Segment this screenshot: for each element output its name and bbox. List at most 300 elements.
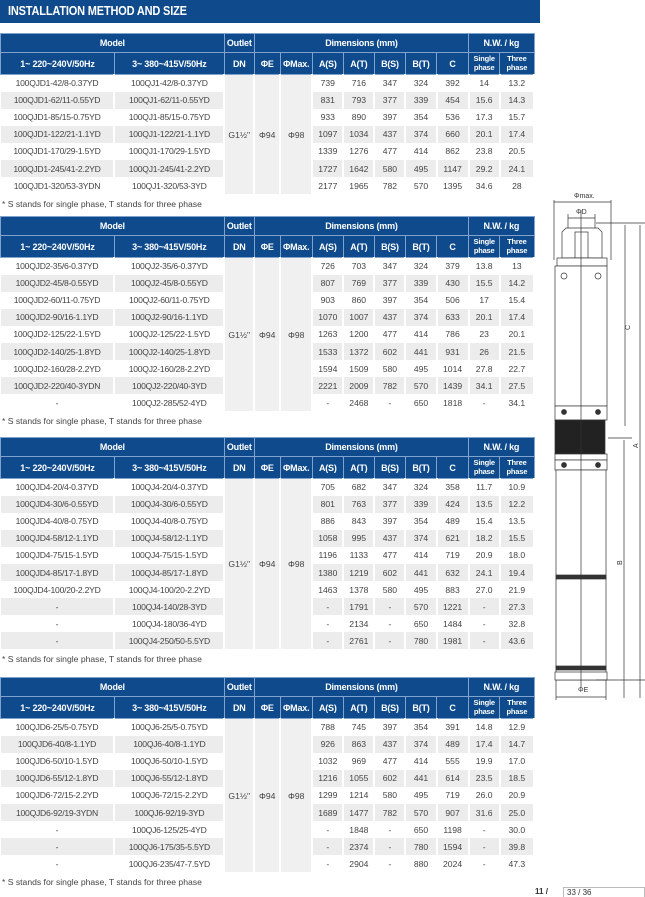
bolt-motor-right <box>596 463 601 468</box>
b-t-value: 354 <box>405 109 436 126</box>
a-t-value: 2904 <box>343 855 374 872</box>
c-value: 536 <box>437 109 469 126</box>
model-single-phase: 100QJD6-50/10-1.5YD <box>1 753 115 770</box>
header-net-weight: N.W. / kg <box>469 678 534 697</box>
c-value: 786 <box>437 326 469 343</box>
b-t-value: 324 <box>405 75 436 92</box>
b-s-value: 782 <box>374 177 405 194</box>
header-a-t: A(T) <box>343 697 374 719</box>
c-value: 621 <box>437 530 469 547</box>
pump-dimension-diagram <box>540 180 645 700</box>
header-model: Model <box>1 217 225 236</box>
header-dimensions: Dimensions (mm) <box>254 438 468 457</box>
label-phid: ΦD <box>576 209 587 216</box>
a-t-value: 860 <box>343 292 374 309</box>
c-value: 358 <box>437 479 469 496</box>
a-s-value: 1196 <box>312 547 343 564</box>
c-value: 2024 <box>437 855 469 872</box>
b-t-value: 441 <box>405 343 436 360</box>
a-t-value: 2374 <box>343 838 374 855</box>
c-value: 1395 <box>437 177 469 194</box>
c-value: 632 <box>437 564 469 581</box>
model-single-phase: 100QJD1-320/53-3YDN <box>1 177 115 194</box>
model-single-phase: 100QJD2-220/40-3YDN <box>1 377 115 394</box>
table-row <box>1 719 535 736</box>
b-s-value: 580 <box>374 787 405 804</box>
c-value: 506 <box>437 292 469 309</box>
b-s-value: 347 <box>374 479 405 496</box>
nw-single-value: 34.6 <box>469 177 500 194</box>
a-s-value: 831 <box>312 92 343 109</box>
model-three-phase: 100QJ2-45/8-0.55YD <box>114 275 224 292</box>
phase-footnote: * S stands for single phase, T stands for three phase <box>2 654 202 664</box>
nw-three-value: 14.3 <box>500 92 534 109</box>
a-t-value: 2134 <box>343 615 374 632</box>
nw-single-value: 15.6 <box>469 92 500 109</box>
nw-single-value: 20.1 <box>469 126 500 143</box>
a-t-value: 863 <box>343 736 374 753</box>
b-t-value: 339 <box>405 496 436 513</box>
model-three-phase: 100QJ4-140/28-3YD <box>114 598 224 615</box>
nw-single-value: 19.9 <box>469 753 500 770</box>
model-three-phase: 100QJ6-55/12-1.8YD <box>114 770 224 787</box>
b-s-value: 397 <box>374 513 405 530</box>
header-three-phase: Three phase <box>500 457 534 479</box>
outlet-dn: G1½" <box>224 258 254 412</box>
phi-e-value: Φ94 <box>254 479 280 650</box>
header-three-phase: Three phase <box>500 53 534 75</box>
nw-single-value: 14.8 <box>469 719 500 736</box>
model-three-phase: 100QJ1-42/8-0.37YD <box>114 75 224 92</box>
a-s-value: - <box>312 394 343 411</box>
model-single-phase: 100QJD1-85/15-0.75YD <box>1 109 115 126</box>
model-single-phase: 100QJD4-75/15-1.5YD <box>1 547 115 564</box>
b-s-value: - <box>374 632 405 649</box>
nw-three-value: 32.8 <box>500 615 534 632</box>
nw-single-value: 31.6 <box>469 804 500 821</box>
header-phi-max: ΦMax. <box>280 236 312 258</box>
header-three-phase: Three phase <box>500 236 534 258</box>
nw-single-value: 27.8 <box>469 360 500 377</box>
header-three-voltage: 3~ 380~415V/50Hz <box>114 236 224 258</box>
a-t-value: 1214 <box>343 787 374 804</box>
nw-three-value: 20.1 <box>500 326 534 343</box>
spec-table <box>0 33 535 194</box>
b-t-value: 495 <box>405 581 436 598</box>
nw-three-value: 28 <box>500 177 534 194</box>
outlet-collar <box>557 258 607 266</box>
b-s-value: 397 <box>374 109 405 126</box>
b-t-value: 374 <box>405 530 436 547</box>
a-t-value: 2009 <box>343 377 374 394</box>
a-s-value: - <box>312 838 343 855</box>
nw-three-value: 15.7 <box>500 109 534 126</box>
a-t-value: 1642 <box>343 160 374 177</box>
nw-three-value: 34.1 <box>500 394 534 411</box>
model-single-phase: 100QJD1-170/29-1.5YD <box>1 143 115 160</box>
nw-single-value: - <box>469 855 500 872</box>
header-phi-max: ΦMax. <box>280 53 312 75</box>
a-s-value: 2177 <box>312 177 343 194</box>
a-t-value: 682 <box>343 479 374 496</box>
header-c: C <box>437 236 469 258</box>
nw-single-value: 17 <box>469 292 500 309</box>
nw-three-value: 12.2 <box>500 496 534 513</box>
nw-single-value: - <box>469 615 500 632</box>
nw-three-value: 25.0 <box>500 804 534 821</box>
b-t-value: 650 <box>405 821 436 838</box>
a-s-value: 1097 <box>312 126 343 143</box>
spec-table-3 <box>0 437 535 649</box>
nw-three-value: 19.4 <box>500 564 534 581</box>
nw-three-value: 14.2 <box>500 275 534 292</box>
c-value: 424 <box>437 496 469 513</box>
c-value: 883 <box>437 581 469 598</box>
model-single-phase: - <box>1 394 115 411</box>
nw-single-value: 20.9 <box>469 547 500 564</box>
header-phi-e: ΦE <box>254 457 280 479</box>
nw-single-value: - <box>469 838 500 855</box>
a-s-value: 705 <box>312 479 343 496</box>
b-s-value: 602 <box>374 343 405 360</box>
header-outlet: Outlet <box>224 678 254 697</box>
b-s-value: 397 <box>374 292 405 309</box>
phase-footnote: * S stands for single phase, T stands for three phase <box>2 198 202 209</box>
a-t-value: 1276 <box>343 143 374 160</box>
c-value: 1198 <box>437 821 469 838</box>
model-three-phase: 100QJ2-90/16-1.1YD <box>114 309 224 326</box>
model-three-phase: 100QJ4-85/17-1.8YD <box>114 564 224 581</box>
header-b-s: B(S) <box>374 236 405 258</box>
a-s-value: 1216 <box>312 770 343 787</box>
b-s-value: 397 <box>374 719 405 736</box>
header-phi-e: ΦE <box>254 697 280 719</box>
b-s-value: 477 <box>374 143 405 160</box>
b-s-value: - <box>374 598 405 615</box>
b-s-value: - <box>374 855 405 872</box>
model-three-phase: 100QJ1-245/41-2.2YD <box>114 160 224 177</box>
intake-screen <box>555 420 605 454</box>
b-t-value: 495 <box>405 160 436 177</box>
nw-three-value: 18.0 <box>500 547 534 564</box>
a-s-value: - <box>312 615 343 632</box>
a-t-value: 969 <box>343 753 374 770</box>
nw-single-value: 15.4 <box>469 513 500 530</box>
c-value: 379 <box>437 258 469 275</box>
nw-three-value: 12.9 <box>500 719 534 736</box>
model-single-phase: - <box>1 615 115 632</box>
nw-three-value: 17.4 <box>500 126 534 143</box>
header-dn: DN <box>224 697 254 719</box>
header-dn: DN <box>224 53 254 75</box>
nw-three-value: 24.1 <box>500 160 534 177</box>
header-b-t: B(T) <box>405 236 436 258</box>
b-t-value: 339 <box>405 275 436 292</box>
nw-three-value: 13.5 <box>500 513 534 530</box>
b-t-value: 324 <box>405 479 436 496</box>
header-net-weight: N.W. / kg <box>469 217 534 236</box>
a-t-value: 1791 <box>343 598 374 615</box>
nw-single-value: - <box>469 598 500 615</box>
spec-table-1 <box>0 33 535 194</box>
b-s-value: 602 <box>374 770 405 787</box>
nw-three-value: 21.5 <box>500 343 534 360</box>
model-three-phase: 100QJ4-58/12-1.1YD <box>114 530 224 547</box>
b-s-value: 377 <box>374 92 405 109</box>
header-three-phase: Three phase <box>500 697 534 719</box>
page-input[interactable]: 33 / 36 <box>563 887 645 897</box>
nw-three-value: 47.3 <box>500 855 534 872</box>
b-t-value: 414 <box>405 547 436 564</box>
b-s-value: - <box>374 821 405 838</box>
a-s-value: 1032 <box>312 753 343 770</box>
nw-single-value: - <box>469 394 500 411</box>
phi-e-value: Φ94 <box>254 258 280 412</box>
spec-table-2 <box>0 216 535 411</box>
b-t-value: 354 <box>405 292 436 309</box>
c-value: 931 <box>437 343 469 360</box>
nw-three-value: 39.8 <box>500 838 534 855</box>
model-three-phase: 100QJ2-125/22-1.5YD <box>114 326 224 343</box>
a-t-value: 716 <box>343 75 374 92</box>
model-single-phase: 100QJD1-42/8-0.37YD <box>1 75 115 92</box>
nw-single-value: 13.8 <box>469 258 500 275</box>
nw-single-value: 29.2 <box>469 160 500 177</box>
c-value: 1484 <box>437 615 469 632</box>
b-t-value: 339 <box>405 92 436 109</box>
b-s-value: 347 <box>374 258 405 275</box>
model-single-phase: - <box>1 855 115 872</box>
model-three-phase: 100QJ1-85/15-0.75YD <box>114 109 224 126</box>
b-s-value: 580 <box>374 160 405 177</box>
model-single-phase: 100QJD4-100/20-2.2YD <box>1 581 115 598</box>
a-t-value: 2761 <box>343 632 374 649</box>
nw-three-value: 27.5 <box>500 377 534 394</box>
c-value: 454 <box>437 92 469 109</box>
header-single-voltage: 1~ 220~240V/50Hz <box>1 236 115 258</box>
header-dn: DN <box>224 236 254 258</box>
model-three-phase: 100QJ2-60/11-0.75YD <box>114 292 224 309</box>
a-t-value: 890 <box>343 109 374 126</box>
nw-three-value: 21.9 <box>500 581 534 598</box>
table-row <box>1 75 535 92</box>
b-t-value: 650 <box>405 394 436 411</box>
a-t-value: 703 <box>343 258 374 275</box>
a-t-value: 995 <box>343 530 374 547</box>
model-single-phase: - <box>1 598 115 615</box>
header-a-s: A(S) <box>312 53 343 75</box>
header-model: Model <box>1 678 225 697</box>
c-value: 907 <box>437 804 469 821</box>
nw-three-value: 17.4 <box>500 309 534 326</box>
page-number: 11 / <box>535 887 548 896</box>
b-t-value: 495 <box>405 360 436 377</box>
nw-single-value: 17.3 <box>469 109 500 126</box>
c-value: 489 <box>437 513 469 530</box>
model-three-phase: 100QJ4-180/36-4YD <box>114 615 224 632</box>
header-single-phase: Single phase <box>469 236 500 258</box>
a-s-value: 1299 <box>312 787 343 804</box>
c-value: 719 <box>437 547 469 564</box>
nw-single-value: 11.7 <box>469 479 500 496</box>
a-s-value: 926 <box>312 736 343 753</box>
a-s-value: 1380 <box>312 564 343 581</box>
nw-three-value: 20.9 <box>500 787 534 804</box>
model-single-phase: 100QJD2-125/22-1.5YD <box>1 326 115 343</box>
c-value: 1818 <box>437 394 469 411</box>
nw-single-value: 26.0 <box>469 787 500 804</box>
nw-single-value: 15.5 <box>469 275 500 292</box>
b-s-value: 782 <box>374 804 405 821</box>
b-s-value: 580 <box>374 360 405 377</box>
nw-three-value: 14.7 <box>500 736 534 753</box>
b-s-value: 437 <box>374 126 405 143</box>
header-dimensions: Dimensions (mm) <box>254 34 468 53</box>
b-s-value: 437 <box>374 309 405 326</box>
c-value: 1014 <box>437 360 469 377</box>
a-t-value: 1034 <box>343 126 374 143</box>
header-a-t: A(T) <box>343 457 374 479</box>
header-model: Model <box>1 438 225 457</box>
b-s-value: 377 <box>374 275 405 292</box>
header-phi-max: ΦMax. <box>280 457 312 479</box>
spec-table <box>0 437 535 649</box>
model-three-phase: 100QJ2-285/52-4YD <box>114 394 224 411</box>
model-three-phase: 100QJ4-100/20-2.2YD <box>114 581 224 598</box>
outlet-dn: G1½" <box>224 719 254 873</box>
header-outlet: Outlet <box>224 217 254 236</box>
model-three-phase: 100QJ1-62/11-0.55YD <box>114 92 224 109</box>
header-phi-e: ΦE <box>254 53 280 75</box>
a-t-value: 793 <box>343 92 374 109</box>
model-single-phase: 100QJD1-245/41-2.2YD <box>1 160 115 177</box>
a-s-value: 1339 <box>312 143 343 160</box>
header-dimensions: Dimensions (mm) <box>254 217 468 236</box>
a-s-value: 1058 <box>312 530 343 547</box>
b-s-value: 782 <box>374 377 405 394</box>
model-three-phase: 100QJ4-20/4-0.37YD <box>114 479 224 496</box>
a-t-value: 745 <box>343 719 374 736</box>
header-model: Model <box>1 34 225 53</box>
header-a-t: A(T) <box>343 53 374 75</box>
a-s-value: 739 <box>312 75 343 92</box>
section-title <box>0 0 540 23</box>
a-t-value: 1965 <box>343 177 374 194</box>
model-three-phase: 100QJ6-72/15-2.2YD <box>114 787 224 804</box>
label-a: A <box>633 443 640 448</box>
a-s-value: - <box>312 598 343 615</box>
model-single-phase: - <box>1 838 115 855</box>
outlet-dn: G1½" <box>224 479 254 650</box>
nw-three-value: 13 <box>500 258 534 275</box>
a-t-value: 763 <box>343 496 374 513</box>
model-three-phase: 100QJ6-25/5-0.75YD <box>114 719 224 736</box>
c-value: 1594 <box>437 838 469 855</box>
model-single-phase: 100QJD2-35/6-0.37YD <box>1 258 115 275</box>
nw-single-value: - <box>469 821 500 838</box>
spec-table <box>0 677 535 872</box>
table-row <box>1 479 535 496</box>
nw-single-value: 13.5 <box>469 496 500 513</box>
spec-table <box>0 216 535 411</box>
header-b-t: B(T) <box>405 53 436 75</box>
c-value: 391 <box>437 719 469 736</box>
header-three-voltage: 3~ 380~415V/50Hz <box>114 53 224 75</box>
nw-three-value: 30.0 <box>500 821 534 838</box>
a-t-value: 1378 <box>343 581 374 598</box>
model-single-phase: 100QJD4-30/6-0.55YD <box>1 496 115 513</box>
b-t-value: 570 <box>405 177 436 194</box>
model-three-phase: 100QJ1-170/29-1.5YD <box>114 143 224 160</box>
nw-single-value: 18.2 <box>469 530 500 547</box>
c-value: 489 <box>437 736 469 753</box>
model-single-phase: 100QJD4-40/8-0.75YD <box>1 513 115 530</box>
b-t-value: 324 <box>405 258 436 275</box>
c-value: 1439 <box>437 377 469 394</box>
outlet-head <box>562 228 602 258</box>
label-phimax: Φmax. <box>574 193 595 200</box>
model-single-phase: 100QJD6-72/15-2.2YD <box>1 787 115 804</box>
b-s-value: 437 <box>374 530 405 547</box>
a-s-value: - <box>312 632 343 649</box>
a-t-value: 1848 <box>343 821 374 838</box>
a-s-value: 933 <box>312 109 343 126</box>
c-value: 614 <box>437 770 469 787</box>
phi-e-value: Φ94 <box>254 75 280 195</box>
b-t-value: 880 <box>405 855 436 872</box>
header-a-t: A(T) <box>343 236 374 258</box>
header-dn: DN <box>224 457 254 479</box>
header-c: C <box>437 53 469 75</box>
a-t-value: 769 <box>343 275 374 292</box>
model-three-phase: 100QJ2-35/6-0.37YD <box>114 258 224 275</box>
header-three-voltage: 3~ 380~415V/50Hz <box>114 697 224 719</box>
model-three-phase: 100QJ2-140/25-1.8YD <box>114 343 224 360</box>
header-outlet: Outlet <box>224 34 254 53</box>
header-three-voltage: 3~ 380~415V/50Hz <box>114 457 224 479</box>
c-value: 1147 <box>437 160 469 177</box>
b-s-value: 602 <box>374 564 405 581</box>
model-single-phase: 100QJD1-122/21-1.1YD <box>1 126 115 143</box>
phi-max-value: Φ98 <box>280 719 312 873</box>
nw-single-value: - <box>469 632 500 649</box>
a-s-value: 2221 <box>312 377 343 394</box>
header-c: C <box>437 697 469 719</box>
b-t-value: 780 <box>405 632 436 649</box>
section-title-text: INSTALLATION METHOD AND SIZE <box>8 4 187 18</box>
model-single-phase: 100QJD4-58/12-1.1YD <box>1 530 115 547</box>
b-t-value: 414 <box>405 143 436 160</box>
b-t-value: 374 <box>405 309 436 326</box>
model-single-phase: 100QJD6-55/12-1.8YD <box>1 770 115 787</box>
label-c: C <box>625 324 632 330</box>
a-t-value: 1219 <box>343 564 374 581</box>
nw-three-value: 27.3 <box>500 598 534 615</box>
b-s-value: 580 <box>374 581 405 598</box>
model-single-phase: - <box>1 821 115 838</box>
phi-max-value: Φ98 <box>280 258 312 412</box>
model-single-phase: 100QJD6-92/19-3YDN <box>1 804 115 821</box>
phi-max-value: Φ98 <box>280 479 312 650</box>
nw-single-value: 27.0 <box>469 581 500 598</box>
phase-footnote: * S stands for single phase, T stands for three phase <box>2 415 202 426</box>
header-net-weight: N.W. / kg <box>469 438 534 457</box>
page-navigator <box>505 887 645 897</box>
c-value: 392 <box>437 75 469 92</box>
b-t-value: 780 <box>405 838 436 855</box>
nw-single-value: 23.8 <box>469 143 500 160</box>
a-t-value: 1200 <box>343 326 374 343</box>
